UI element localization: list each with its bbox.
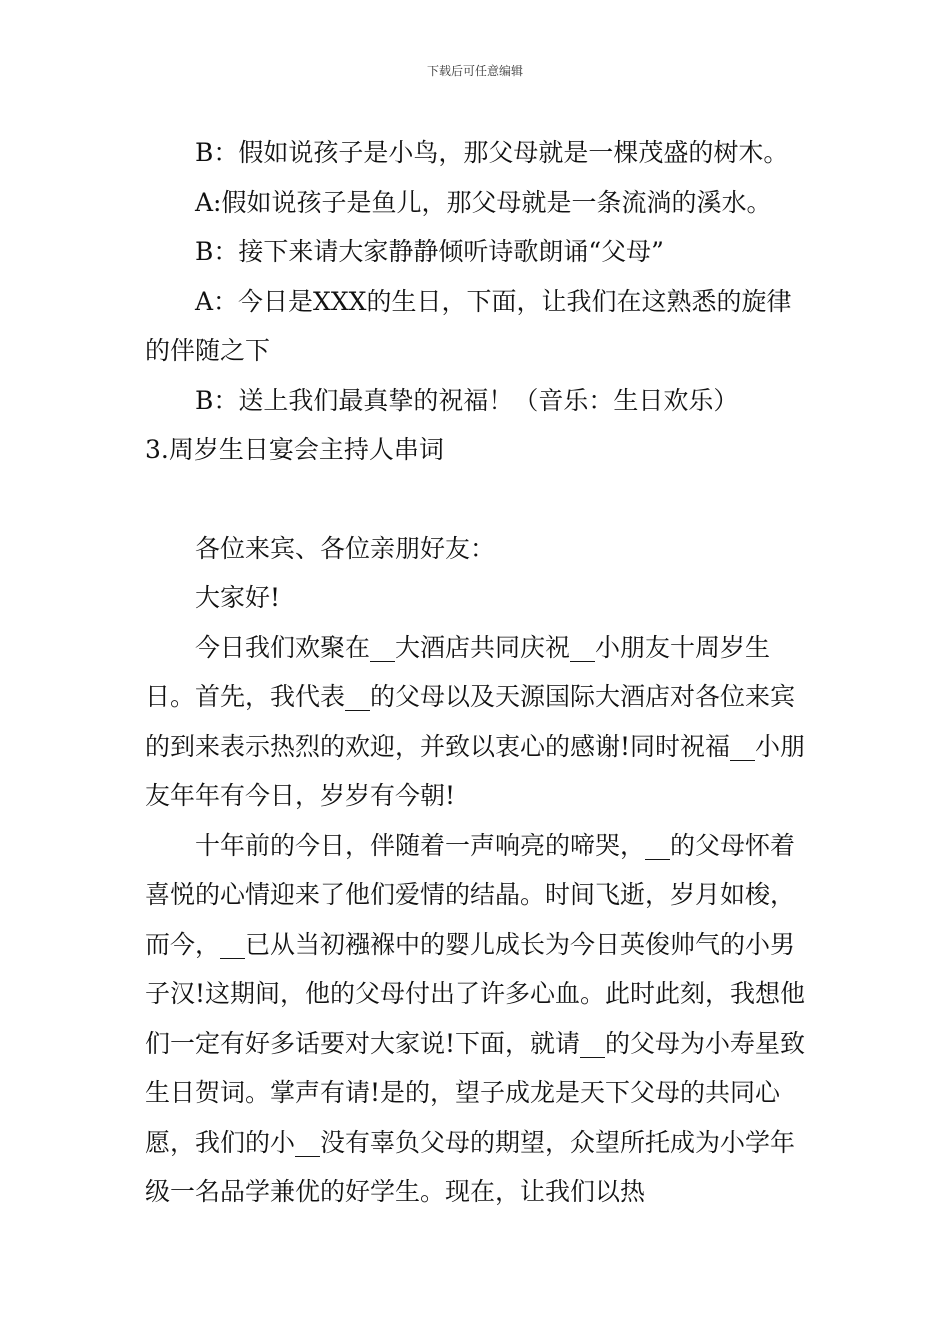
speech-paragraph: 十年前的今日，伴随着一声响亮的啼哭，__的父母怀着喜悦的心情迎来了他们爱情的结晶。时间飞逝，岁月如梭，而今，__已从当初襁褓中的婴儿成长为今日英俊帅气的小男子汉!这期间，他的父母付出了许多心血。此时此刻，我想他们一定有好多话要对大家说!下面，就请__的父母为小寿星致生日贺词。掌声有请!是的，望子成龙是天下父母的共同心愿，我们的小__没有辜负父母的期望，众望所托成为小学年级一名品学兼优的好学生。现在，让我们以热 xyxy=(145,830,806,1206)
dialogue-line: B：送上我们最真挚的祝福！（音乐：生日欢乐） xyxy=(195,385,739,415)
dialogue-line: A:假如说孩子是鱼儿，那父母就是一条流淌的溪水。 xyxy=(195,187,772,217)
document-body xyxy=(145,128,810,1217)
speech-paragraph: 今日我们欢聚在__大酒店共同庆祝__小朋友十周岁生日。首先，我代表__的父母以及天源国际大酒店对各位来宾的到来表示热烈的欢迎，并致以衷心的感谢!同时祝福__小朋友年年有今日，岁岁有今朝! xyxy=(145,632,806,810)
section-title: 3.周岁生日宴会主持人串词 xyxy=(145,435,444,464)
dialogue-line: A：今日是XXX的生日，下面，让我们在这熟悉的旋律的伴随之下 xyxy=(145,286,792,365)
speech-hello: 大家好! xyxy=(195,583,281,612)
speech-greeting: 各位来宾、各位亲朋好友： xyxy=(195,533,496,563)
dialogue-line: B：接下来请大家静静倾听诗歌朗诵“父母” xyxy=(195,237,664,266)
blank-line xyxy=(145,475,810,524)
dialogue-line: B：假如说孩子是小鸟，那父母就是一棵茂盛的树木。 xyxy=(195,138,789,167)
page-header: 下载后可任意编辑 xyxy=(426,64,523,78)
